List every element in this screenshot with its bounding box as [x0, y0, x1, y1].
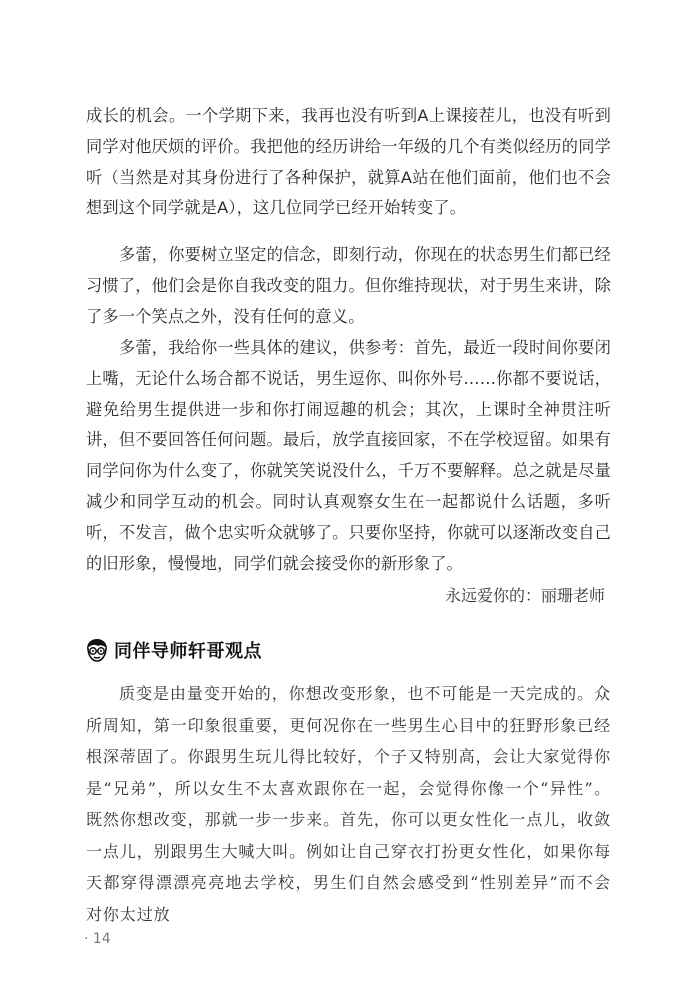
letter-paragraph-3: 多蕾，我给你一些具体的建议，供参考：首先，最近一段时间你要闭上嘴，无论什么场合都不说话，男生逗你、叫你外号……你都不要说话，避免给男生提供进一步和你打闹逗趣的机会；其次，上课时全神贯注听讲，但不要回答任何问题。最后，放学直接回家，不在学校逗留。如果有同学问你为什么变了，你就笑笑说没什么，千万不要解释。总之就是尽量减少和同学互动的机会。同时认真观察女生在一起都说什么话题，多听听，不发言，做个忠实听众就够了。只要你坚持，你就可以逐渐改变自己的旧形象，慢慢地，同学们就会接受你的新形象了。	[86, 338, 611, 573]
boy-face-glasses-icon	[84, 637, 110, 663]
letter-paragraph-1: 成长的机会。一个学期下来，我再也没有听到A上课接茬儿，也没有听到同学对他厌烦的评价。我把他的经历讲给一年级的几个有类似经历的同学听（当然是对其身份进行了各种保护，就算A站在他们面前，他们也不会想到这个同学就是A），这几位同学已经开始转变了。	[86, 106, 611, 218]
section-paragraph: 质变是由量变开始的，你想改变形象，也不可能是一天完成的。众所周知，第一印象很重要，更何况你在一些男生心目中的狂野形象已经根深蒂固了。你跟男生玩儿得比较好，个子又特别高，会让大家觉得你是“兄弟”，所以女生不太喜欢跟你在一起，会觉得你像一个“异性”。既然你想改变，那就一步一步来。首先，你可以更女性化一点儿，收敛一点儿，别跟男生大喊大叫。例如让自己穿衣打扮更女性化，如果你每天都穿得漂漂亮亮地去学校，男生们自然会感受到“性别差异”而不会对你太过放	[86, 684, 611, 924]
letter-signature: 永远爱你的：丽珊老师	[444, 586, 605, 605]
page-number: · 14	[84, 931, 111, 947]
section-header	[84, 637, 262, 663]
section-title: 同伴导师轩哥观点	[114, 641, 262, 662]
letter-paragraph-2: 多蕾，你要树立坚定的信念，即刻行动，你现在的状态男生们都已经习惯了，他们会是你自我改变的阻力。但你维持现状，对于男生来讲，除了多一个笑点之外，没有任何的意义。	[86, 245, 611, 326]
